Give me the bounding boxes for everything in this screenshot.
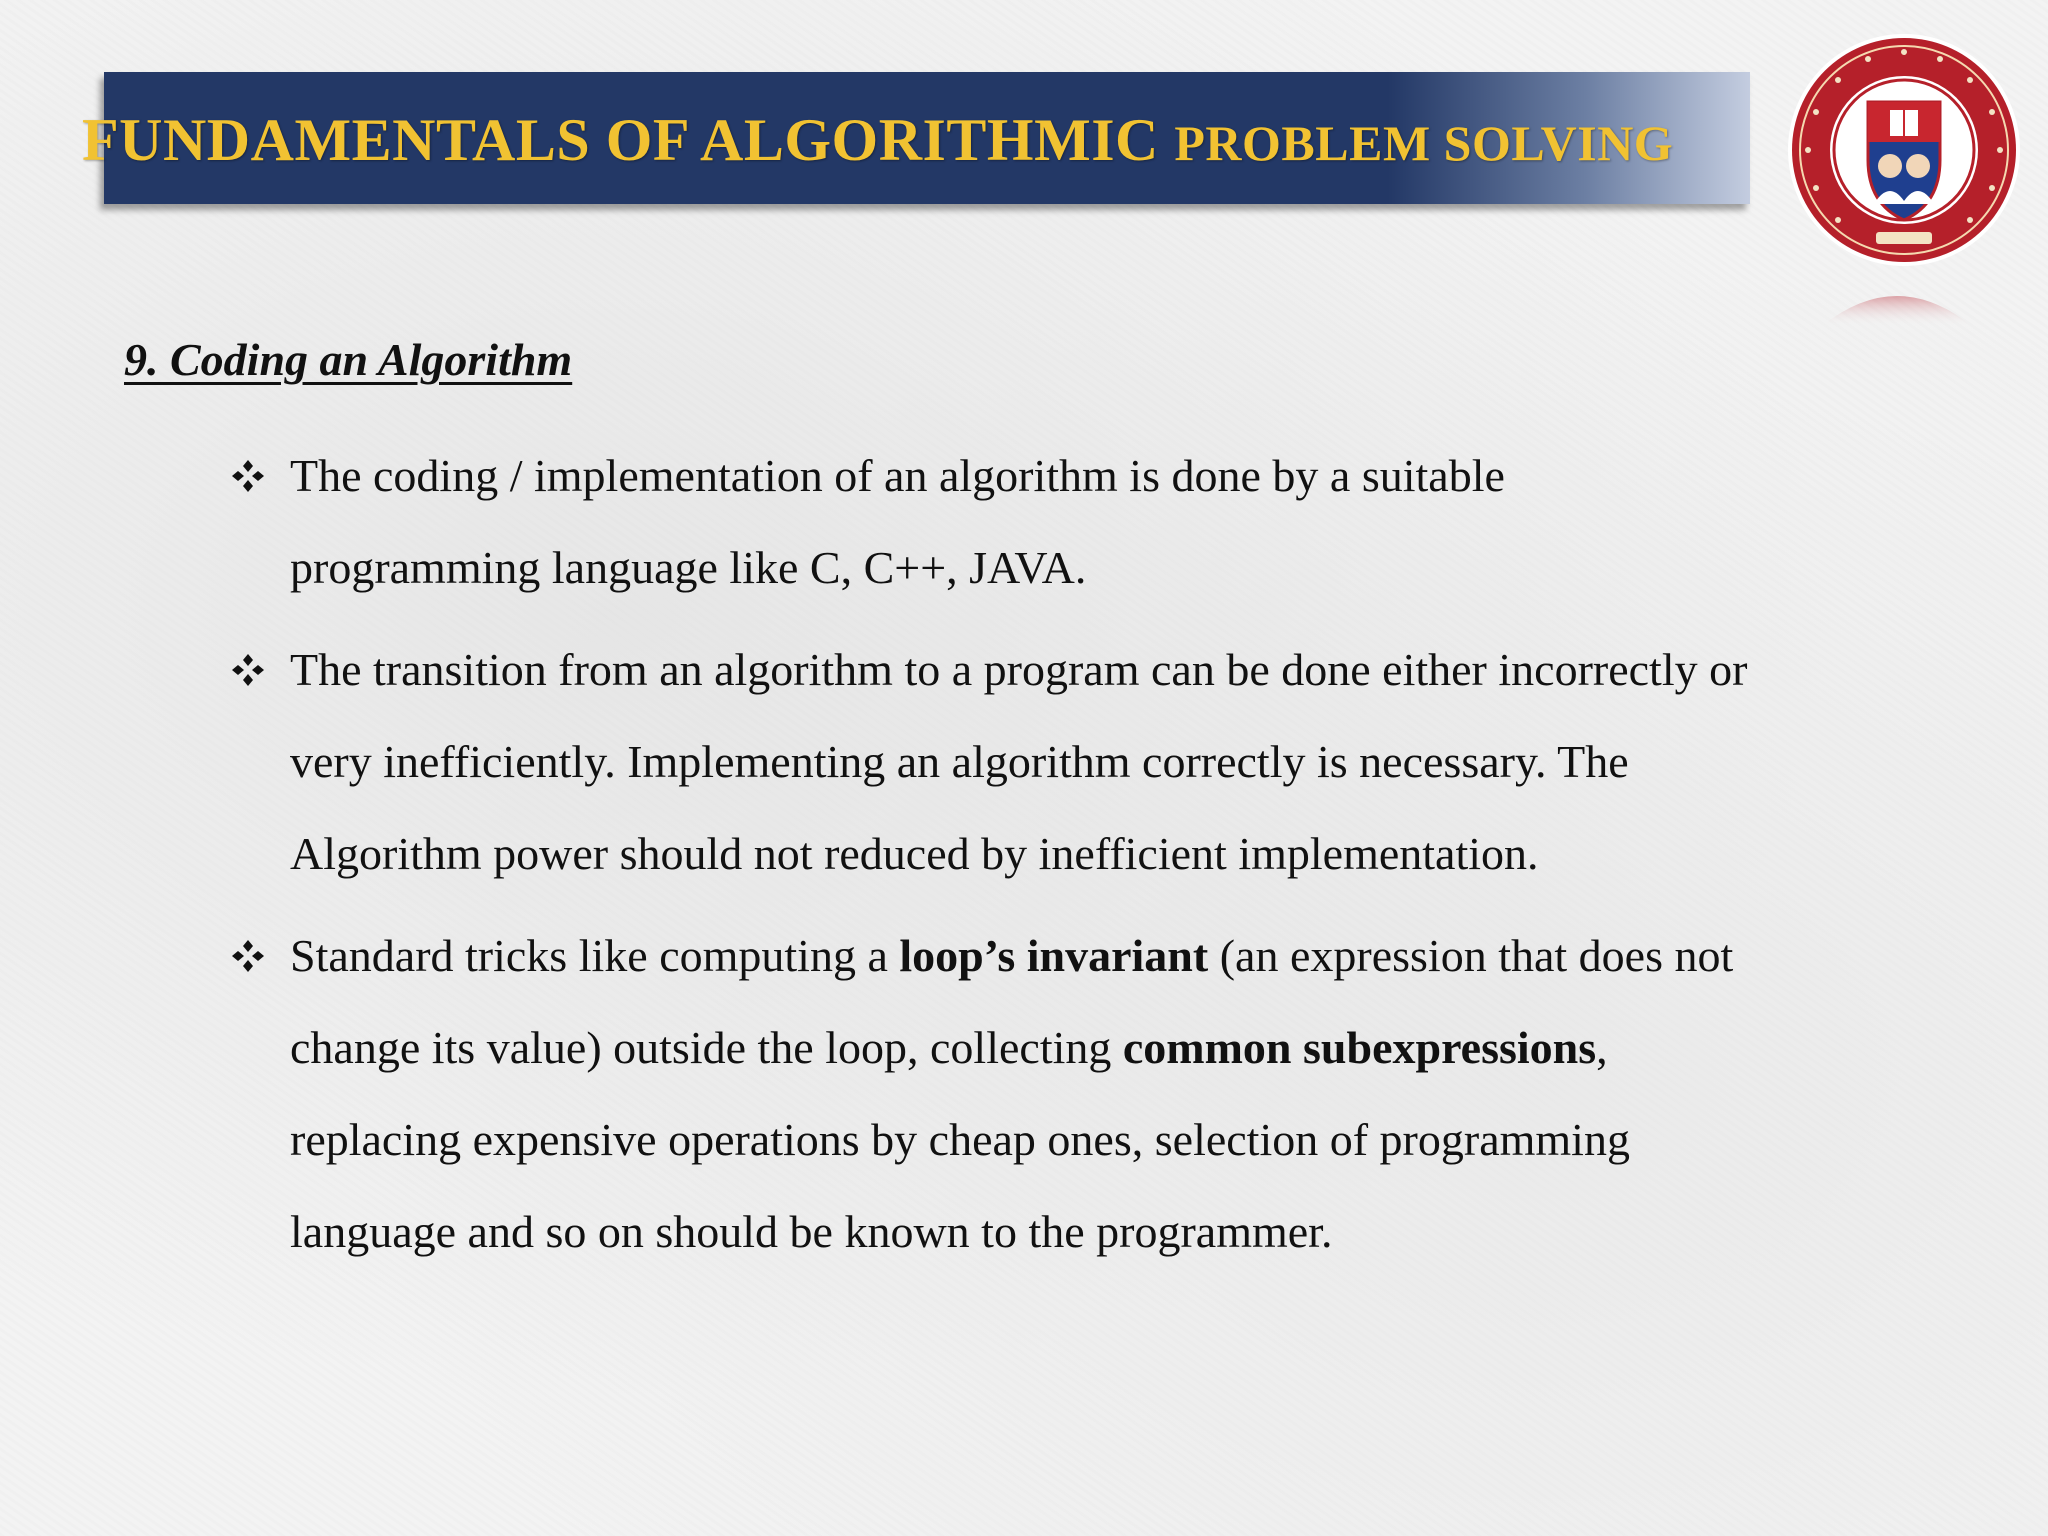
bullet-list xyxy=(226,430,1926,1288)
bullet-line: Algorithm power should not reduced by inefficient implementation. xyxy=(290,828,1539,879)
slide-title-part1: FUNDAMENTALS OF ALGORITHMIC xyxy=(82,107,1175,173)
bullet-line: The transition from an algorithm to a program can be done either incorrectly or xyxy=(290,644,1748,695)
bullet-line xyxy=(290,910,1926,1002)
bullet-item xyxy=(226,430,1926,614)
bullet-item xyxy=(226,624,1926,900)
bullet-line: The coding / implementation of an algorithm is done by a suitable xyxy=(290,450,1505,501)
four-diamond-icon xyxy=(228,430,268,522)
text-run: Standard tricks like computing a xyxy=(290,930,900,981)
seal-graphic xyxy=(1782,28,2022,268)
slide-title xyxy=(82,98,1673,185)
section-heading: 9. Coding an Algorithm xyxy=(124,334,573,385)
bold-term-common-subexpressions: common subexpressions xyxy=(1122,1022,1597,1073)
bullet-line: very inefficiently. Implementing an algorithm correctly is necessary. The xyxy=(290,736,1629,787)
four-diamond-icon xyxy=(228,624,268,716)
bold-term-loop-invariant: loop’s invariant xyxy=(899,930,1209,981)
text-run: , xyxy=(1596,1022,1608,1073)
bullet-line: language and so on should be known to the programmer. xyxy=(290,1206,1333,1257)
four-diamond-icon xyxy=(228,910,268,1002)
text-run: (an expression that does not xyxy=(1208,930,1734,981)
bullet-line: programming language like C, C++, JAVA. xyxy=(290,542,1087,593)
bullet-line xyxy=(290,1002,1926,1094)
bullet-item xyxy=(226,910,1926,1278)
text-run: change its value) outside the loop, collecting xyxy=(290,1022,1123,1073)
seal-reflection xyxy=(1822,276,1972,326)
slide-title-part2: PROBLEM SOLVING xyxy=(1174,115,1674,171)
bullet-line: replacing expensive operations by cheap ones, selection of programming xyxy=(290,1114,1630,1165)
